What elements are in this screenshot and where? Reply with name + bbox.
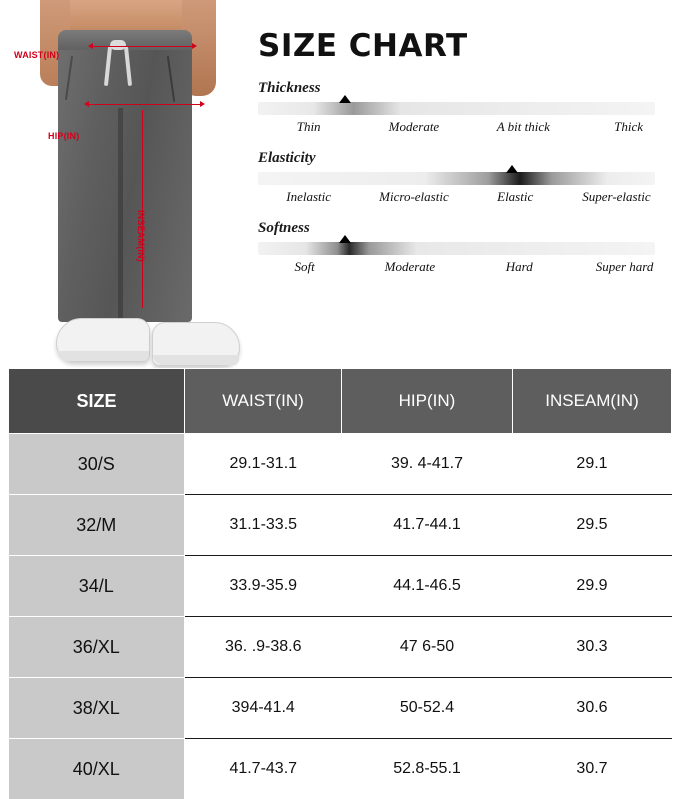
header-waist: WAIST(IN) [185,369,342,434]
cell-inseam: 29.1 [513,434,672,495]
size-table [8,368,672,799]
property-thickness [256,80,661,139]
table-row [9,739,672,799]
table-row [9,495,672,556]
elasticity-gradient-bar [258,172,655,185]
elasticity-label-2: Elastic [497,189,533,205]
inseam-measure-line [142,110,143,308]
page-title: SIZE CHART [258,28,661,64]
elasticity-marker [506,165,518,173]
property-name-thickness: Thickness [258,80,661,97]
cell-size: 36/XL [9,617,185,678]
waist-arrow-left [88,43,93,49]
top-section [0,0,679,368]
size-table-container [8,368,671,799]
size-chart-panel [248,0,679,368]
softness-label-2: Hard [506,259,533,275]
cell-hip: 52.8-55.1 [342,739,513,799]
header-hip: HIP(IN) [342,369,513,434]
cell-inseam: 29.9 [513,556,672,617]
elasticity-label-0: Inelastic [286,189,331,205]
table-row [9,617,672,678]
thickness-gradient-bar [258,102,655,115]
hip-measure-line [88,104,200,105]
property-softness [256,220,661,279]
waist-measure-line [92,46,192,47]
table-row [9,678,672,739]
elasticity-scale-labels [256,189,661,209]
header-size: SIZE [9,369,185,434]
property-elasticity [256,150,661,209]
inseam-annotation-label: INSEAM(IN) [136,210,146,262]
table-row [9,434,672,495]
header-inseam: INSEAM(IN) [513,369,672,434]
cell-waist: 394-41.4 [185,678,342,739]
hip-arrow-right [200,101,205,107]
thickness-label-1: Moderate [389,119,440,135]
property-name-softness: Softness [258,220,661,237]
cell-waist: 36. .9-38.6 [185,617,342,678]
waist-arrow-right [192,43,197,49]
cell-size: 38/XL [9,678,185,739]
hip-annotation-label: HIP(IN) [48,131,79,141]
cell-hip: 44.1-46.5 [342,556,513,617]
cell-inseam: 29.5 [513,495,672,556]
cell-hip: 47 6-50 [342,617,513,678]
property-name-elasticity: Elasticity [258,150,661,167]
elasticity-label-3: Super-elastic [582,189,650,205]
cell-size: 32/M [9,495,185,556]
cell-waist: 33.9-35.9 [185,556,342,617]
thickness-scale-labels [256,119,661,139]
elasticity-label-1: Micro-elastic [379,189,449,205]
softness-label-1: Moderate [385,259,436,275]
shoe-left [56,318,150,362]
pants-garment [58,30,192,322]
cell-waist: 41.7-43.7 [185,739,342,799]
shoe-right [152,322,240,366]
cell-size: 40/XL [9,739,185,799]
cell-hip: 41.7-44.1 [342,495,513,556]
cell-inseam: 30.7 [513,739,672,799]
softness-gradient-bar [258,242,655,255]
table-header-row [9,369,672,434]
thickness-marker [339,95,351,103]
waist-annotation-label: WAIST(IN) [14,50,59,60]
softness-label-3: Super hard [596,259,654,275]
softness-marker [339,235,351,243]
softness-label-0: Soft [294,259,314,275]
table-row [9,556,672,617]
cell-size: 30/S [9,434,185,495]
cell-hip: 50-52.4 [342,678,513,739]
hip-arrow-left [84,101,89,107]
cell-inseam: 30.3 [513,617,672,678]
softness-scale-labels [256,259,661,279]
product-photo [0,0,248,368]
cell-inseam: 30.6 [513,678,672,739]
cell-hip: 39. 4-41.7 [342,434,513,495]
thickness-label-2: A bit thick [497,119,550,135]
thickness-label-0: Thin [297,119,321,135]
thickness-label-3: Thick [614,119,643,135]
cell-size: 34/L [9,556,185,617]
cell-waist: 29.1-31.1 [185,434,342,495]
cell-waist: 31.1-33.5 [185,495,342,556]
